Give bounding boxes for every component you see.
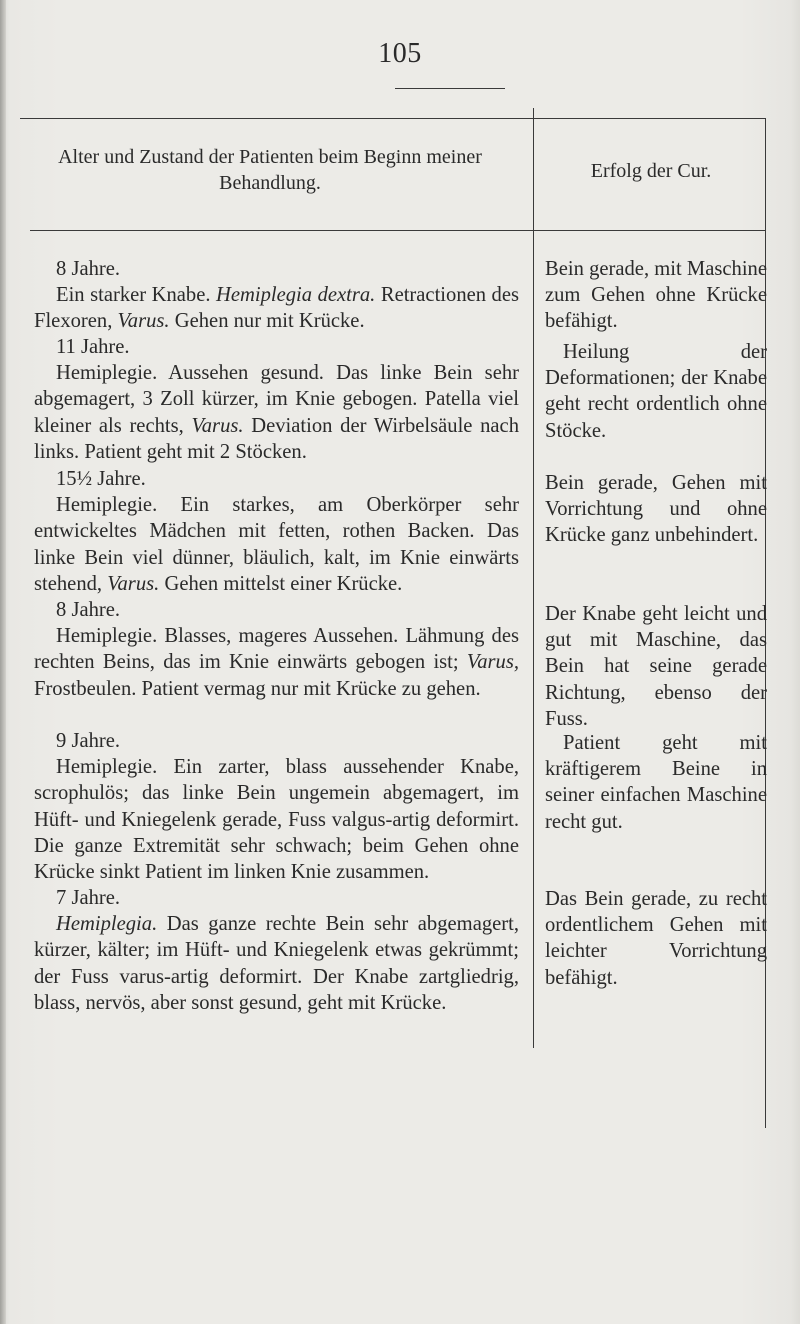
case-age: 8 Jahre. bbox=[56, 599, 121, 621]
table-top-rule bbox=[20, 118, 765, 119]
case-6 bbox=[34, 885, 519, 1016]
case-description: Hemiplegie. Blasses, mageres Aussehen. Lähmung des rechten Beins, das im Knie einwärts gebogen ist; Varus, Frostbeulen. Patient vermag nur mit Krücke zu gehen. bbox=[34, 625, 519, 700]
header-bottom-rule bbox=[30, 230, 765, 231]
case-age: 8 Jahre. bbox=[56, 258, 121, 280]
header-condition-line1: Alter und Zustand der Patienten beim Beginn meiner bbox=[58, 146, 482, 168]
header-result: Erfolg der Cur. bbox=[590, 160, 712, 182]
case-4 bbox=[34, 597, 519, 702]
page-number: 105 bbox=[378, 38, 422, 69]
case-description: Hemiplegie. Ein zarter, blass aussehender Knabe, scrophulös; das linke Bein ungemein abgemagert, im Hüft- und Kniegelenk gerade, Fuss valgus-artig deformirt. Die ganze Extremität sehr schwach; beim Gehen ohne Krücke sinkt Patient im linken Knie zusammen. bbox=[34, 756, 519, 884]
case-description: Hemiplegie. Aussehen gesund. Das linke Bein sehr abgemagert, 3 Zoll kürzer, im Knie gebogen. Patella viel kleiner als rechts, Varus. Deviation der Wirbelsäule nach links. Patient geht mit 2 Stöcken. bbox=[34, 362, 519, 463]
case-age: 9 Jahre. bbox=[56, 730, 121, 752]
case-description: Ein starker Knabe. Hemiplegia dextra. Retractionen des Flexoren, Varus. Gehen nur mit Krücke. bbox=[34, 284, 519, 333]
case-age: 15½ Jahre. bbox=[56, 468, 146, 490]
header-condition bbox=[20, 144, 520, 196]
cases-column-lower bbox=[34, 336, 519, 465]
top-rule-short bbox=[395, 88, 505, 89]
result-2-block bbox=[545, 339, 767, 444]
page-binding-shadow bbox=[0, 0, 6, 1324]
case-age: 11 Jahre. bbox=[56, 336, 130, 358]
result-6-block bbox=[545, 886, 767, 991]
result-4: Der Knabe geht leicht und gut mit Maschine, das Bein hat seine gerade Richtung, ebenso der Fuss. bbox=[545, 603, 767, 730]
result-1: Bein gerade, mit Maschine zum Gehen ohne Krücke befähigt. bbox=[545, 258, 767, 333]
case-description: Hemiplegia. Das ganze rechte Bein sehr abgemagert, kürzer, kälter; im Hüft- und Kniegelenk etwas gekrümmt; der Fuss varus-artig deformirt. Der Knabe zartgliedrig, blass, nervös, aber sonst gesund, geht mit Krücke. bbox=[34, 913, 519, 1014]
result-4-block bbox=[545, 601, 767, 732]
result-3-block bbox=[545, 470, 767, 549]
column-divider bbox=[533, 108, 534, 1048]
result-5: Patient geht mit kräftigerem Beine in seiner einfachen Maschine recht gut. bbox=[545, 732, 767, 833]
cases-block-5 bbox=[34, 728, 519, 885]
result-6: Das Bein gerade, zu recht ordentlichem Gehen mit leichter Vorrichtung befähigt. bbox=[545, 888, 767, 989]
case-5 bbox=[34, 728, 519, 885]
result-5-block bbox=[545, 730, 767, 835]
header-condition-line2: Behandlung. bbox=[219, 172, 321, 194]
case-3 bbox=[34, 466, 519, 597]
result-2: Heilung der Deformationen; der Knabe geht recht ordentlich ohne Stöcke. bbox=[545, 341, 767, 442]
case-age: 7 Jahre. bbox=[56, 887, 121, 909]
result-3: Bein gerade, Gehen mit Vorrichtung und ohne Krücke ganz unbehindert. bbox=[545, 472, 767, 547]
cases-block-3 bbox=[34, 466, 519, 597]
cases-block-4 bbox=[34, 597, 519, 702]
case-2-body bbox=[34, 334, 519, 465]
result-1-block bbox=[545, 256, 767, 335]
cases-block-6 bbox=[34, 885, 519, 1016]
case-description: Hemiplegie. Ein starkes, am Oberkörper sehr entwickeltes Mädchen mit fetten, rothen Backen. Das linke Bein viel dünner, bläulich, kalt, im Knie einwärts stehend, Varus. Gehen mittelst einer Krücke. bbox=[34, 494, 519, 595]
